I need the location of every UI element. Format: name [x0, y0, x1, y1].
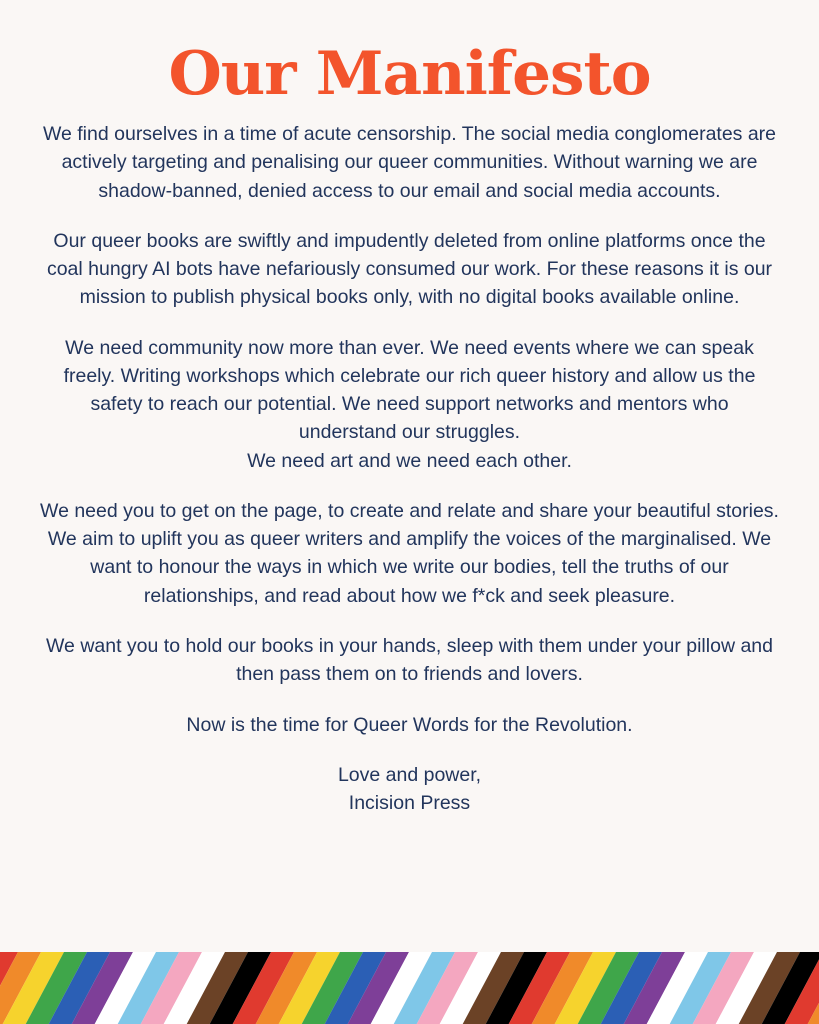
signoff-signer: Incision Press	[348, 792, 471, 815]
signoff-closing: Love and power,	[337, 763, 482, 786]
manifesto-body	[40, 120, 779, 817]
signoff	[40, 761, 779, 818]
paragraph: Our queer books are swiftly and impudently deleted from online platforms once the coal hungry AI bots have nefariously consumed our work. For these reasons it is our mission to publish physical books only, with no digital books available online.	[46, 229, 773, 309]
paragraph: We find ourselves in a time of acute censorship. The social media conglomerates are actively targeting and penalising our queer communities. Without warning we are shadow-banned, denied access to our email and social media accounts.	[42, 123, 777, 202]
page-title: Our Manifesto	[168, 39, 651, 109]
progress-pride-stripes-icon	[0, 952, 819, 1024]
paragraph: We want you to hold our books in your hands, sleep with them under your pillow and then pass them on to friends and lovers.	[46, 634, 773, 686]
paragraph-part: We need art and we need each other.	[247, 449, 572, 472]
paragraph-part: We need community now more than ever. We need events where we can speak freely. Writing workshops which celebrate our rich queer history and allow us the safety to reach our potential. We need support networks and mentors who understand our struggles.	[63, 336, 756, 444]
paragraph: We need you to get on the page, to create and relate and share your beautiful stories. We aim to uplift you as queer writers and amplify the voices of the marginalised. We want to honour the ways in which we write our bodies, tell the truths of our relationships, and read about how we f*ck and seek pleasure.	[40, 499, 779, 607]
paragraph	[40, 334, 779, 475]
paragraph: Now is the time for Queer Words for the Revolution.	[186, 713, 633, 736]
